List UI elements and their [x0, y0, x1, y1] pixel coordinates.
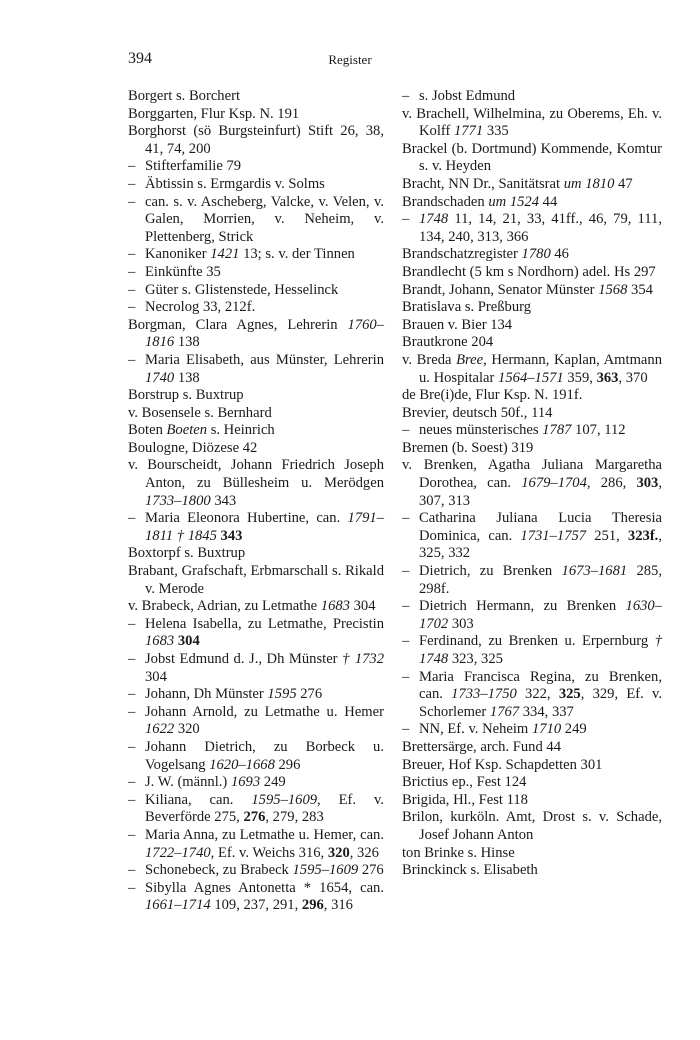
entry-text: 109, 237, 291, — [210, 897, 302, 914]
entry-text: 304 — [349, 598, 376, 615]
italic-text: 1622 — [145, 721, 175, 738]
entry-text: Maria Elisabeth, aus Münster, Lehrerin — [145, 351, 384, 368]
entry-text: , 370 — [618, 369, 648, 386]
italic-text: Boeten — [166, 422, 208, 439]
entry-text: , Ef. v. Weichs 316, — [210, 844, 328, 861]
entry-text: Helena Isabella, zu Letmathe, Precistin — [145, 615, 384, 632]
entry-text: 334, 337 — [519, 703, 574, 720]
entry-text: Brackel (b. Dortmund) Kommende, Komtur s. v. Heyden — [402, 140, 662, 175]
entry-text: Brinckinck s. Elisabeth — [402, 862, 538, 879]
entry-text: Brautkrone 204 — [402, 334, 494, 351]
entry-text: Brevier, deutsch 50f., 114 — [402, 404, 553, 421]
entry-text: Borgman, Clara Agnes, Lehrerin — [128, 316, 348, 333]
entry-text: Brauen v. Bier 134 — [402, 316, 513, 333]
italic-text: 1421 — [210, 246, 240, 263]
entry-text: s. Jobst Edmund — [419, 88, 516, 104]
index-subentry — [128, 264, 384, 282]
entry-text: 359, — [563, 369, 597, 386]
index-entry — [128, 317, 384, 352]
index-subentry — [128, 827, 384, 862]
index-subentry — [128, 246, 384, 264]
entry-text: Dietrich, zu Brenken — [419, 563, 562, 580]
entry-text: Äbtissin s. Ermgardis v. Solms — [145, 175, 325, 192]
index-entry — [402, 246, 662, 264]
index-entry — [402, 387, 662, 405]
italic-text: 1595–1609 — [292, 862, 359, 879]
entry-text: 296 — [274, 756, 301, 773]
entry-text: Johann, Dh Münster — [145, 686, 268, 703]
italic-text: 1620–1668 — [209, 756, 275, 773]
index-entry — [402, 757, 662, 775]
italic-text: 1630–1702 — [419, 598, 662, 632]
italic-text: 1683 — [320, 598, 350, 615]
bold-page-ref: 323f. — [627, 527, 659, 544]
italic-text: 1733–1750 — [451, 686, 517, 703]
entry-text: 47 — [614, 175, 633, 192]
index-entry — [128, 88, 384, 106]
entry-text: NN, Ef. v. Neheim — [419, 721, 532, 738]
bold-page-ref: 325 — [558, 686, 581, 703]
entry-text: Einkünfte 35 — [145, 263, 221, 280]
entry-text: 285, 298f. — [419, 563, 663, 597]
italic-text: 1673–1681 — [561, 563, 628, 580]
entry-text: Sibylla Agnes Antonetta * 1654, can. — [145, 879, 384, 896]
entry-text: Brandt, Johann, Senator Münster — [402, 281, 599, 298]
entry-text: , 329, Ef. v. Schorlemer — [419, 686, 662, 720]
index-subentry — [128, 686, 384, 704]
italic-text: 1568 — [598, 281, 628, 298]
italic-text: 1564–1571 — [498, 369, 564, 386]
index-entry — [402, 299, 662, 317]
entry-text: Bracht, NN Dr., Sanitätsrat — [402, 175, 564, 192]
entry-text: 303 — [448, 615, 474, 632]
entry-text: de Bre(i)de, Flur Ksp. N. 191f. — [402, 387, 583, 404]
italic-text: 1787 — [542, 422, 572, 439]
index-entry — [402, 282, 662, 300]
entry-text: Bratislava s. Preßburg — [402, 299, 532, 316]
entry-text: , Hermann, Kaplan, Amtmann u. Hospitalar — [419, 351, 662, 386]
entry-text: , 325, 332 — [419, 527, 662, 562]
index-entry — [128, 106, 384, 124]
index-subentry — [402, 669, 662, 722]
index-subentry — [128, 739, 384, 774]
italic-text: um 1810 — [563, 175, 615, 192]
entry-text: can. s. v. Ascheberg, Valcke, v. Velen, v. Galen, Morrien, v. Neheim, v. Plettenberg, Strick — [145, 193, 384, 245]
entry-text: Schonebeck, zu Brabeck — [145, 862, 293, 879]
entry-text: Maria Francisca Regina, zu Brenken, can. — [419, 668, 662, 703]
index-subentry — [402, 211, 662, 246]
entry-text: neues münsterisches — [419, 422, 543, 439]
bold-page-ref: 296 — [301, 897, 324, 914]
index-subentry — [402, 721, 662, 739]
bold-page-ref: 320 — [327, 844, 350, 861]
entry-text: v. Brabeck, Adrian, zu Letmathe — [128, 598, 321, 615]
entry-text: v. Bourscheidt, Johann Friedrich Joseph Anton, zu Büllesheim u. Merödgen — [128, 457, 384, 492]
entry-text: v. Bosensele s. Bernhard — [128, 404, 272, 421]
entry-text: 322, — [516, 686, 559, 703]
entry-text: 251, — [586, 527, 628, 544]
index-entry — [402, 809, 662, 844]
index-entry — [402, 264, 662, 282]
entry-text: 343 — [210, 492, 237, 509]
entry-text: Catharina Juliana Lucia Theresia Dominica, can. — [419, 510, 662, 544]
index-subentry — [128, 774, 384, 792]
entry-text: s. Heinrich — [207, 422, 275, 439]
index-subentry — [128, 880, 384, 915]
index-entry — [128, 563, 384, 598]
italic-text: 1661–1714 — [145, 897, 211, 914]
entry-text: Borstrup s. Buxtrup — [128, 387, 244, 404]
entry-text: Güter s. Glistenstede, Hesselinck — [145, 281, 339, 298]
index-entry — [402, 334, 662, 352]
index-entry — [402, 845, 662, 863]
entry-text: 13; s. v. der Tinnen — [239, 246, 355, 263]
bold-page-ref: 343 — [220, 527, 243, 544]
entry-text: J. W. (männl.) — [145, 774, 231, 791]
entry-text: Brilon, kurköln. Amt, Drost s. v. Schade, Josef Johann Anton — [402, 809, 662, 843]
italic-text: 1767 — [489, 703, 520, 720]
index-subentry — [402, 510, 662, 563]
italic-text: 1733–1800 — [145, 492, 211, 509]
index-subentry — [128, 352, 384, 387]
italic-text: 1710 — [531, 721, 562, 738]
entry-text: Brabant, Grafschaft, Erbmarschall s. Rikald v. Merode — [128, 563, 384, 597]
index-entry — [402, 792, 662, 810]
entry-text: Brandschatzregister — [402, 246, 522, 263]
italic-text: 1683 — [145, 633, 175, 650]
italic-text: 1780 — [521, 246, 551, 263]
index-entry — [402, 352, 662, 387]
index-entry — [402, 739, 662, 757]
entry-text: Borghorst (sö Burgsteinfurt) Stift 26, 38, 41, 74, 200 — [128, 123, 384, 157]
entry-text: Boxtorpf s. Buxtrup — [128, 545, 246, 562]
italic-text: 1693 — [230, 774, 261, 791]
index-subentry — [128, 862, 384, 880]
entry-text: 249 — [260, 774, 286, 791]
entry-text: , 286, — [586, 475, 637, 492]
index-subentry — [402, 563, 662, 598]
italic-text: † 1732 — [342, 651, 385, 667]
italic-text: † 1748 — [419, 633, 662, 667]
entry-text: 323, 325 — [448, 651, 503, 667]
entry-text: v. Brachell, Wilhelmina, zu Oberems, Eh. v. Kolff — [402, 105, 662, 140]
italic-text: 1760–1816 — [145, 316, 384, 351]
entry-text: Ferdinand, zu Brenken u. Erpernburg — [419, 633, 655, 650]
italic-text: um 1524 — [488, 193, 540, 210]
entry-text: Brandschaden — [402, 193, 489, 210]
entry-text: Kiliana, can. — [145, 791, 252, 808]
entry-text: Johann Arnold, zu Letmathe u. Hemer — [145, 703, 384, 720]
entry-text: Necrolog 33, 212f. — [145, 299, 256, 316]
entry-text: Jobst Edmund d. J., Dh Münster — [145, 651, 343, 667]
entry-text: Borggarten, Flur Ksp. N. 191 — [128, 105, 300, 122]
entry-text: 44 — [539, 193, 558, 210]
index-entry — [402, 141, 662, 176]
entry-text: 11, 14, 21, 33, 41ff., 46, 79, 111, 134, 240, 313, 366 — [419, 211, 662, 245]
entry-text: , 307, 313 — [419, 475, 662, 509]
index-entry — [128, 405, 384, 423]
index-subentry — [128, 282, 384, 300]
index-entry — [128, 545, 384, 563]
italic-text: 1722–1740 — [145, 844, 211, 861]
entry-text: Brettersärge, arch. Fund 44 — [402, 738, 561, 755]
entry-text: Brandlecht (5 km s Nordhorn) adel. Hs 297 — [402, 263, 656, 280]
entry-text: 249 — [561, 721, 587, 738]
index-entry — [402, 862, 662, 880]
index-subentry — [128, 176, 384, 194]
index-subentry — [128, 510, 384, 545]
bold-page-ref: 363 — [596, 369, 619, 386]
bold-page-ref: 276 — [243, 809, 266, 826]
italic-text: 1595 — [267, 686, 297, 703]
entry-text: Kanoniker — [145, 246, 211, 263]
italic-text: 1771 — [454, 123, 484, 140]
entry-text: 138 — [174, 369, 200, 386]
italic-text: 1791–1811 † 1845 — [145, 510, 384, 544]
entry-text: , 316 — [323, 897, 353, 914]
index-subentry — [128, 651, 384, 686]
index-entry — [128, 598, 384, 616]
index-subentry — [128, 704, 384, 739]
italic-text: 1740 — [145, 369, 175, 386]
index-column-right — [402, 88, 662, 880]
entry-text: Brigida, Hl., Fest 118 — [402, 791, 528, 808]
entry-text: Bremen (b. Soest) 319 — [402, 439, 534, 456]
entry-text: 138 — [174, 334, 200, 351]
entry-text: v. Breda — [402, 351, 457, 368]
entry-text: 107, 112 — [571, 422, 626, 439]
index-entry — [128, 440, 384, 458]
index-subentry — [128, 616, 384, 651]
index-subentry — [402, 598, 662, 633]
index-subentry — [402, 422, 662, 440]
index-subentry — [128, 792, 384, 827]
italic-text: 1595–1609 — [251, 791, 318, 808]
entry-text: ton Brinke s. Hinse — [402, 844, 515, 861]
index-entry — [402, 440, 662, 458]
entry-text: 46 — [550, 246, 569, 263]
index-entry — [128, 422, 384, 440]
index-entry — [402, 176, 662, 194]
index-entry — [402, 317, 662, 335]
entry-text: Maria Anna, zu Letmathe u. Hemer, can. — [145, 826, 384, 843]
bold-page-ref: 304 — [177, 633, 200, 650]
entry-text: , 279, 283 — [265, 809, 324, 826]
entry-text: Dietrich Hermann, zu Brenken — [419, 598, 626, 615]
entry-text: 335 — [483, 123, 509, 140]
index-subentry — [128, 299, 384, 317]
entry-text: Stifterfamilie 79 — [145, 158, 242, 175]
index-entry — [402, 194, 662, 212]
bold-page-ref: 303 — [636, 475, 659, 492]
index-subentry — [128, 194, 384, 247]
entry-text: Breuer, Hof Ksp. Schapdetten 301 — [402, 756, 603, 773]
page-number: 394 — [128, 50, 152, 67]
entry-text: 320 — [174, 721, 200, 738]
entry-text: , Ef. v. Beverförde 275, — [145, 791, 384, 826]
index-entry — [402, 405, 662, 423]
entry-text: , 326 — [349, 844, 379, 861]
index-entry — [128, 123, 384, 158]
entry-text: Johann Dietrich, zu Borbeck u. Vogelsang — [145, 738, 384, 773]
entry-text: Maria Eleonora Hubertine, can. — [145, 510, 348, 527]
index-subentry — [402, 88, 662, 106]
entry-text: Brictius ep., Fest 124 — [402, 774, 527, 791]
index-column-left — [128, 88, 384, 915]
index-entry — [128, 457, 384, 510]
entry-text: 276 — [296, 686, 323, 703]
entry-text: 304 — [145, 668, 167, 685]
entry-text: Boten — [128, 422, 167, 439]
running-title: Register — [328, 52, 372, 67]
index-subentry — [402, 633, 662, 668]
entry-text: 276 — [358, 862, 384, 879]
index-entry — [128, 387, 384, 405]
index-entry — [402, 774, 662, 792]
italic-text: Bree — [456, 351, 484, 368]
index-entry — [402, 106, 662, 141]
index-subentry — [128, 158, 384, 176]
entry-text: Boulogne, Diözese 42 — [128, 439, 258, 456]
italic-text: 1748 — [419, 211, 449, 228]
entry-text: v. Brenken, Agatha Juliana Margaretha Dorothea, can. — [402, 457, 662, 492]
index-entry — [402, 457, 662, 510]
entry-text: 354 — [627, 281, 653, 298]
entry-text: Borgert s. Borchert — [128, 88, 240, 104]
italic-text: 1731–1757 — [520, 527, 587, 544]
italic-text: 1679–1704 — [521, 475, 587, 492]
